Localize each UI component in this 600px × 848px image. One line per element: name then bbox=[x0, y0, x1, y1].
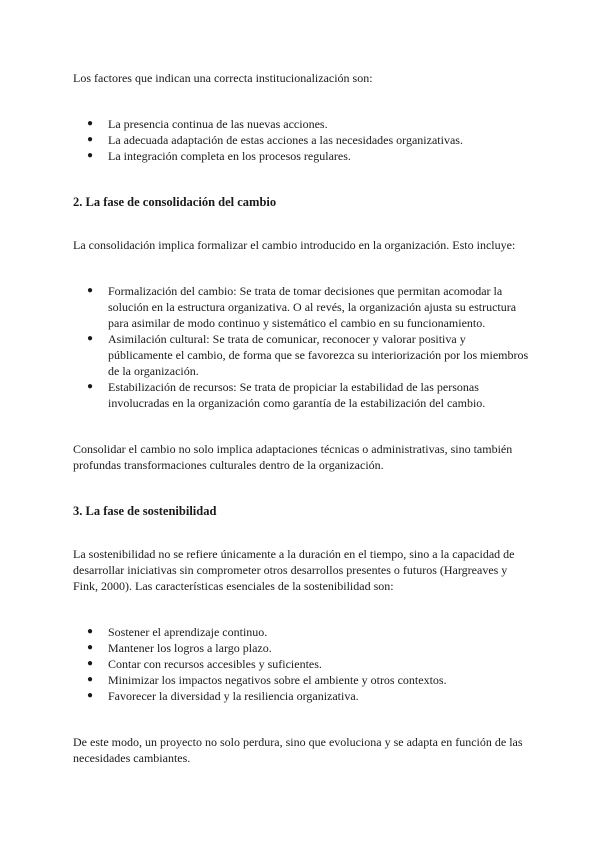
list-item: ● Favorecer la diversidad y la resiliencia organizativa. bbox=[87, 689, 359, 703]
bullet-icon: ● bbox=[87, 381, 94, 392]
list-item: ● Sostener el aprendizaje continuo. bbox=[87, 625, 268, 639]
bullet-icon: ● bbox=[87, 690, 94, 701]
sustainability-list bbox=[73, 624, 533, 704]
list-item: ● Estabilización de recursos: Se trata de propiciar la estabilidad de las personas involucradas en la organización como garantía de la estabilización del cambio. bbox=[87, 380, 486, 410]
list-item: ● La presencia continua de las nuevas acciones. bbox=[87, 117, 328, 131]
sustainability-intro-paragraph: La sostenibilidad no se refiere únicamente a la duración en el tiempo, sino a la capacidad de desarrollar iniciativas sin comprometer otros desarrollos presentes o futuros (Hargreaves y Fink, 2000). Las características esenciales de la sostenibilidad son: bbox=[73, 547, 515, 593]
bullet-icon: ● bbox=[87, 285, 94, 296]
consolidation-closing-paragraph: Consolidar el cambio no solo implica adaptaciones técnicas o administrativas, sino también profundas transformaciones culturales dentro de la organización. bbox=[73, 442, 513, 472]
bullet-icon: ● bbox=[87, 150, 94, 161]
intro-paragraph: Los factores que indican una correcta institucionalización son: bbox=[73, 71, 373, 85]
bullet-icon: ● bbox=[87, 674, 94, 685]
list-item: ● Formalización del cambio: Se trata de tomar decisiones que permitan acomodar la solución en la estructura organizativa. O al revés, la organización ajusta su estructura para asimilar de modo continuo y sistemático el cambio en su funcionamiento. bbox=[87, 284, 517, 330]
sustainability-closing-paragraph: De este modo, un proyecto no solo perdura, sino que evoluciona y se adapta en función de las necesidades cambiantes. bbox=[73, 735, 523, 765]
intro-list bbox=[73, 116, 533, 164]
section-heading-sustainability: 3. La fase de sostenibilidad bbox=[73, 504, 217, 518]
section-heading-consolidation: 2. La fase de consolidación del cambio bbox=[73, 195, 277, 209]
list-item: ● Asimilación cultural: Se trata de comunicar, reconocer y valorar positiva y públicamente el cambio, de forma que se favorezca su interiorización por los miembros de la organización. bbox=[87, 332, 529, 378]
list-item: ● Mantener los logros a largo plazo. bbox=[87, 641, 272, 655]
bullet-icon: ● bbox=[87, 134, 94, 145]
list-item: ● Minimizar los impactos negativos sobre el ambiente y otros contextos. bbox=[87, 673, 447, 687]
bullet-icon: ● bbox=[87, 658, 94, 669]
bullet-icon: ● bbox=[87, 333, 94, 344]
bullet-icon: ● bbox=[87, 626, 94, 637]
list-item: ● La integración completa en los procesos regulares. bbox=[87, 149, 351, 163]
section-intro-paragraph: La consolidación implica formalizar el cambio introducido en la organización. Esto incluye: bbox=[73, 238, 516, 252]
list-item: ● La adecuada adaptación de estas acciones a las necesidades organizativas. bbox=[87, 133, 463, 147]
consolidation-list bbox=[73, 283, 533, 411]
bullet-icon: ● bbox=[87, 118, 94, 129]
list-item: ● Contar con recursos accesibles y suficientes. bbox=[87, 657, 322, 671]
bullet-icon: ● bbox=[87, 642, 94, 653]
document-page bbox=[73, 70, 533, 766]
